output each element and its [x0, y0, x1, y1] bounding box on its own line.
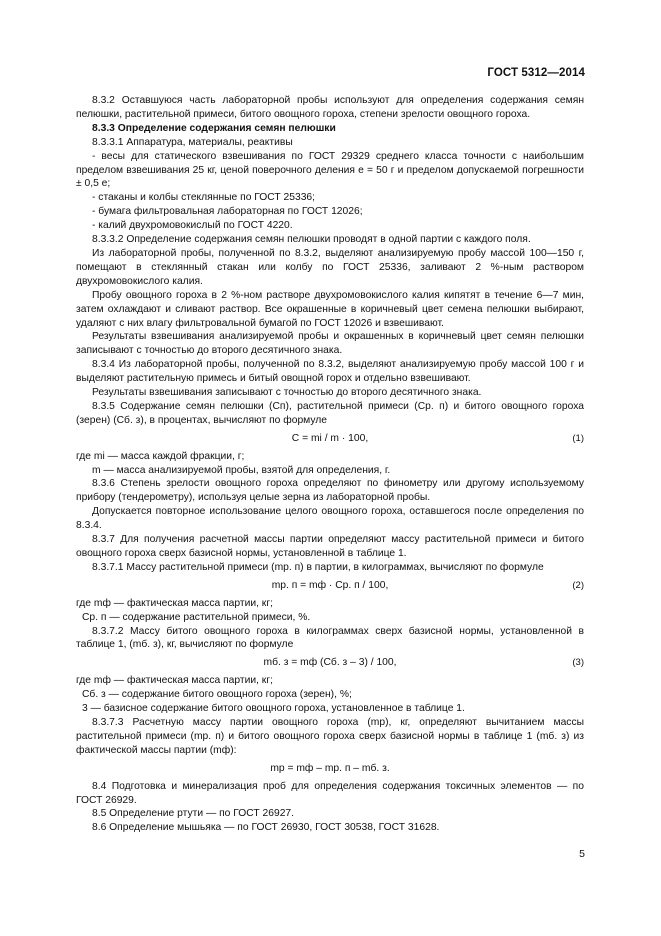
section-heading-8-3-3: 8.3.3 Определение содержания семян пелюшки [92, 122, 336, 134]
paragraph-8-3-3-1: 8.3.3.1 Аппаратура, материалы, реактивы [92, 136, 293, 148]
paragraph-8-3-2: 8.3.2 Оставшуюся часть лабораторной пробы используют для определения содержания семян пелюшки, растительной примеси, битого овощного гороха, степени зрелости овощного гороха. [76, 95, 584, 120]
where-mi: где mi — масса каждой фракции, г; [76, 450, 245, 462]
paragraph-8-3-7: 8.3.7 Для получения расчетной массы партии определяют массу растительной примеси и битого овощного гороха сверх базисной нормы, установленной в таблице 1. [76, 534, 584, 559]
paragraph-precision: Результаты взвешивания записывают с точностью до второго десятичного знака. [92, 387, 482, 399]
where-mf-3: где mф — фактическая масса партии, кг; [76, 675, 273, 687]
list-item-glassware: - стаканы и колбы стеклянные по ГОСТ 25336; [92, 192, 316, 204]
page-number: 5 [579, 848, 585, 860]
formula-1 [76, 432, 584, 446]
formula-2 [76, 579, 584, 593]
paragraph-8-4: 8.4 Подготовка и минерализация проб для определения содержания токсичных элементов — по ГОСТ 26929. [76, 780, 584, 806]
formula-3-expression: mб. з = mф (Сб. з – 3) / 100, [263, 657, 397, 669]
where-mf-2: где mф — фактическая масса партии, кг; [76, 597, 273, 609]
paragraph-8-3-5: 8.3.5 Содержание семян пелюшки (Сп), растительной примеси (Ср. п) и битого овощного гороха (зерен) (Сб. з), в процентах, вычисляют по формуле [76, 400, 584, 426]
paragraph-weighing-results: Результаты взвешивания анализируемой пробы и окрашенных в коричневый цвет семян пелюшки записывают с точностью до второго десятичного знака. [76, 331, 584, 357]
document-body [76, 94, 584, 835]
formula-2-expression: mр. п = mф · Ср. п / 100, [271, 579, 389, 591]
formula-3-number: (3) [572, 657, 584, 669]
where-crp: Ср. п — содержание растительной примеси, %. [82, 611, 311, 623]
standard-header: ГОСТ 5312—2014 [487, 67, 585, 79]
where-cbz: Сб. з — содержание битого овощного гороха (зерен), %; [82, 689, 352, 701]
paragraph-reuse: Допускается повторное использование целого овощного гороха, оставшегося после определения по 8.3.4. [76, 506, 584, 532]
paragraph-8-3-6: 8.3.6 Степень зрелости овощного гороха определяют по финометру или другому используемому прибору (тендерометру), используя целые зерна из лабораторной пробы. [76, 478, 584, 504]
list-item-potassium-dichromate: - калий двухромовокислый по ГОСТ 4220. [92, 220, 293, 232]
formula-4-expression: mр = mф – mр. п – mб. з. [270, 762, 390, 774]
formula-1-number: (1) [572, 432, 584, 444]
paragraph-8-3-3-2: 8.3.3.2 Определение содержания семян пелюшки проводят в одной партии с каждого поля. [92, 234, 531, 246]
list-item-scales: - весы для статического взвешивания по ГОСТ 29329 среднего класса точности с наибольшим пределом взвешивания 25 кг, ценой поверочного деления е = 50 г и пределом допускаемой погрешности ± 0,5 е; [76, 150, 584, 190]
paragraph-8-5: 8.5 Определение ртути — по ГОСТ 26927. [92, 808, 295, 820]
paragraph-8-3-4: 8.3.4 Из лабораторной пробы, полученной по 8.3.2, выделяют анализируемую пробу массой 100 г и выделяют растительную примесь и битый овощной горох и отдельно взвешивают. [76, 359, 584, 385]
where-basis: 3 — базисное содержание битого овощного гороха, установленное в таблице 1. [82, 703, 465, 715]
list-item-filter-paper: - бумага фильтровальная лабораторная по ГОСТ 12026; [92, 206, 363, 218]
paragraph-8-3-7-2: 8.3.7.2 Массу битого овощного гороха в килограммах сверх базисной нормы, установленной в таблице 1, (mб. з), кг, вычисляют по формуле [76, 625, 584, 651]
paragraph-sample-selection: Из лабораторной пробы, полученной по 8.3.2, выделяют анализируемую пробу массой 100—150 г, помещают в стеклянный стакан или колбу по ГОСТ 25336, заливают 2 %-ным раствором двухромовокислого калия. [76, 247, 584, 287]
formula-2-number: (2) [572, 579, 584, 591]
paragraph-boiling: Пробу овощного гороха в 2 %-ном растворе двухромовокислого калия кипятят в течение 6—7 мин, затем охлаждают и сливают раствор. Все окрашенные в коричневый цвет семена пелюшки выбирают, удаляют с них влагу фильтровальной бумагой по ГОСТ 12026 и взвешивают. [76, 289, 584, 329]
formula-3 [76, 656, 584, 670]
paragraph-8-6: 8.6 Определение мышьяка — по ГОСТ 26930, ГОСТ 30538, ГОСТ 31628. [92, 822, 440, 834]
paragraph-8-3-7-1: 8.3.7.1 Массу растительной примеси (mр. п) в партии, в килограммах, вычисляют по формуле [92, 561, 544, 573]
formula-1-expression: C = mi / m · 100, [291, 432, 369, 444]
formula-4 [76, 762, 584, 776]
where-m: m — масса анализируемой пробы, взятой для определения, г. [92, 464, 391, 476]
paragraph-8-3-7-3: 8.3.7.3 Расчетную массу партии овощного гороха (mр), кг, определяют вычитанием массы растительной примеси (mр. п) и битого овощного гороха сверх базисной нормы в таблице 1 (mб. з) из фактической массы партии (mф): [76, 716, 584, 756]
